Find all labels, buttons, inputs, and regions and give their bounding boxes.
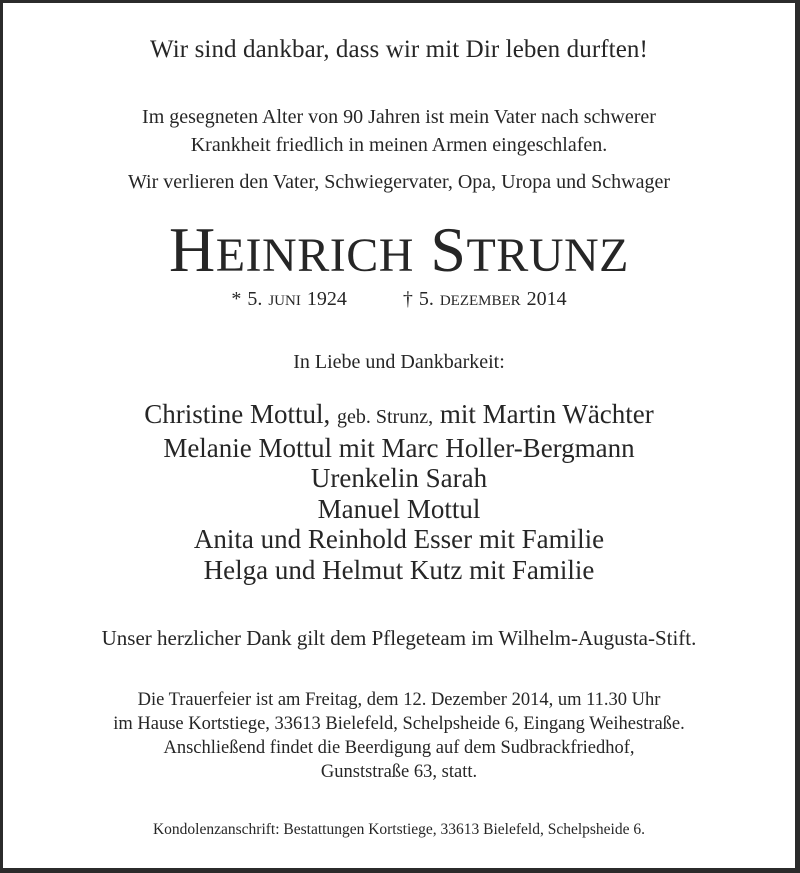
last-name-rest: TRUNZ [466, 229, 629, 282]
family-member: Anita und Reinhold Esser mit Familie [193, 524, 605, 554]
condolence-address: Kondolenzanschrift: Bestattungen Kortstiege, 33613 Bielefeld, Schelpsheide 6. [152, 821, 645, 838]
funeral-line: Anschließend findet die Beerdigung auf dem Sudbrackfriedhof, [163, 738, 635, 758]
death-month: DEZEMBER [439, 293, 521, 309]
family-member: Melanie Mottul mit Marc Holler-Bergmann [163, 432, 635, 463]
intro-line-1: Im gesegneten Alter von 90 Jahren ist mein Vater nach schwerer [142, 106, 656, 128]
intro-line-2: Krankheit friedlich in meinen Armen eingeschlafen. [190, 134, 608, 156]
last-name-initial: S [430, 214, 467, 285]
family-member: Helga und Helmut Kutz mit Familie [203, 554, 595, 585]
thanks-line: Unser herzlicher Dank gilt dem Pflegeteam im Wilhelm-Augusta-Stift. [101, 626, 697, 650]
death-cross-icon: † [402, 288, 413, 310]
death-date: † 5. DEZEMBER 2014 [402, 288, 567, 310]
family-member: Urenkelin Sarah [310, 463, 488, 493]
intro-paragraph [3, 103, 795, 159]
funeral-details [3, 688, 795, 784]
birth-date: * 5. JUNI 1924 [231, 288, 347, 310]
funeral-line: Gunststraße 63, statt. [320, 762, 478, 782]
funeral-line: Die Trauerfeier ist am Freitag, dem 12. Dezember 2014, um 11.30 Uhr [137, 690, 661, 710]
first-name-initial: H [169, 214, 216, 285]
motto-heading: Wir sind dankbar, dass wir mit Dir leben durften! [150, 36, 648, 63]
funeral-line: im Hause Kortstiege, 33613 Bielefeld, Schelpsheide 6, Eingang Weihestraße. [113, 714, 685, 734]
love-line: In Liebe und Dankbarkeit: [293, 351, 505, 373]
first-name-rest: EINRICH [215, 229, 414, 282]
family-member: Manuel Mottul [317, 493, 481, 524]
family-member: Christine Mottul, geb. Strunz, mit Martin Wächter [144, 399, 654, 429]
family-list [3, 399, 795, 585]
birth-star-icon: * [231, 288, 242, 310]
birth-month: JUNI [268, 293, 301, 309]
life-dates [3, 288, 795, 311]
deceased-name [3, 215, 795, 291]
mourning-line: Wir verlieren den Vater, Schwiegervater, Opa, Uropa und Schwager [127, 171, 670, 193]
obituary-notice [3, 3, 795, 868]
